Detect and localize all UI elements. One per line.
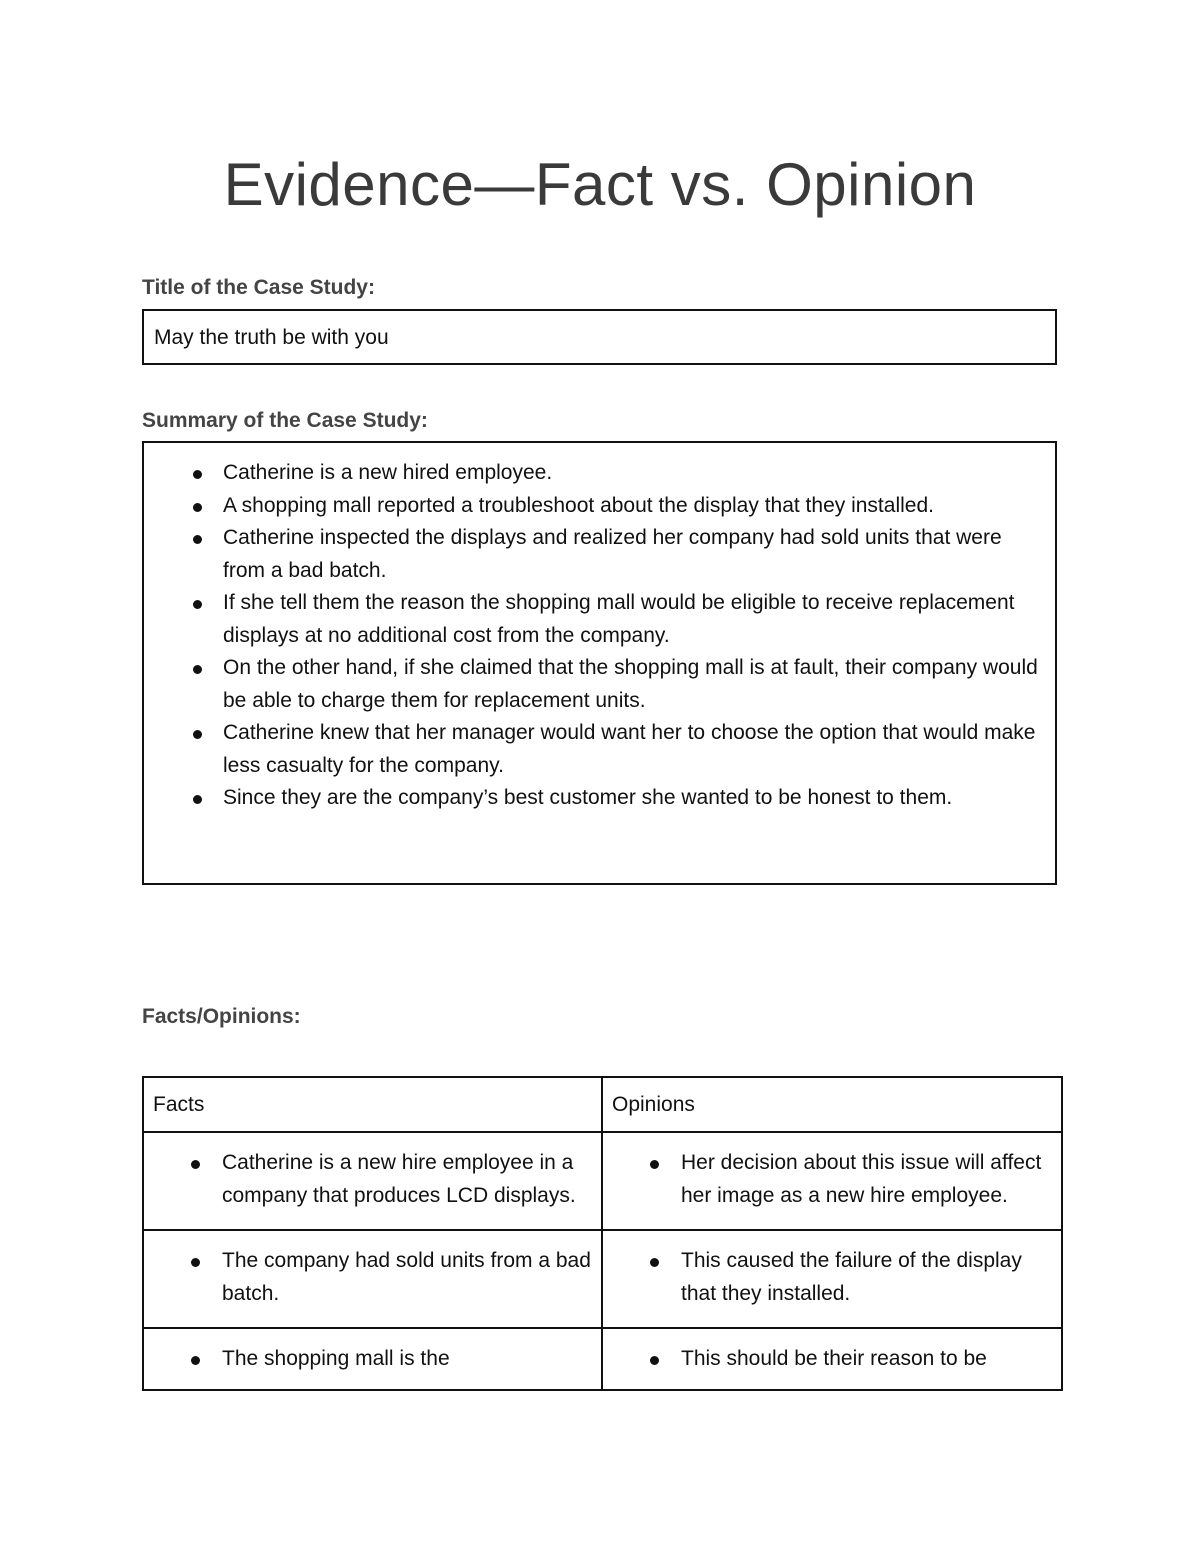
summary-list	[144, 457, 1055, 815]
bullet-icon	[191, 1160, 200, 1169]
fact-item	[144, 1343, 595, 1376]
summary-box	[142, 441, 1057, 885]
opinion-text: This caused the failure of the display that they installed.	[681, 1249, 1022, 1305]
summary-item	[144, 587, 1055, 652]
summary-item	[144, 652, 1055, 717]
summary-item-text: On the other hand, if she claimed that the shopping mall is at fault, their company would be able to charge them for replacement units.	[223, 656, 1038, 712]
case-title-value: May the truth be with you	[154, 326, 389, 349]
bullet-icon	[191, 1258, 200, 1267]
summary-item	[144, 717, 1055, 782]
fact-cell	[143, 1328, 602, 1394]
fact-cell	[143, 1132, 602, 1230]
fact-text: The company had sold units from a bad batch.	[222, 1249, 591, 1305]
bullet-icon	[650, 1258, 659, 1267]
fact-item	[144, 1245, 595, 1310]
opinion-item	[603, 1245, 1055, 1310]
facts-header: Facts	[143, 1077, 602, 1132]
bullet-icon	[193, 470, 202, 479]
opinion-item	[603, 1343, 1055, 1376]
facts-opinions-label: Facts/Opinions:	[142, 1005, 301, 1028]
fact-text: The shopping mall is the	[222, 1347, 450, 1370]
summary-item-text: Since they are the company’s best customer she wanted to be honest to them.	[223, 786, 953, 809]
opinion-item	[603, 1147, 1055, 1212]
case-title-label: Title of the Case Study:	[142, 276, 375, 299]
summary-item-text: A shopping mall reported a troubleshoot about the display that they installed.	[223, 493, 934, 517]
summary-item	[144, 457, 1055, 490]
bullet-icon	[193, 600, 202, 609]
bullet-icon	[193, 795, 202, 804]
table-header-row	[143, 1077, 1062, 1132]
opinion-text: Her decision about this issue will affect her image as a new hire employee.	[681, 1151, 1042, 1207]
summary-label: Summary of the Case Study:	[142, 409, 428, 432]
opinion-cell	[602, 1328, 1062, 1394]
table-cut-border	[142, 1389, 1061, 1391]
case-title-box	[142, 309, 1057, 365]
table-row	[143, 1230, 1062, 1328]
bullet-icon	[193, 730, 202, 739]
fact-cell	[143, 1230, 602, 1328]
bullet-icon	[191, 1356, 200, 1365]
bullet-icon	[193, 665, 202, 674]
summary-item	[144, 782, 1055, 815]
summary-item-text: Catherine is a new hired employee.	[223, 461, 553, 484]
summary-item-text: Catherine inspected the displays and realized her company had sold units that were from a bad batch.	[223, 526, 1002, 582]
table-row	[143, 1132, 1062, 1230]
opinion-cell	[602, 1132, 1062, 1230]
table-row	[143, 1328, 1062, 1394]
summary-item-text: If she tell them the reason the shopping mall would be eligible to receive replacement displays at no additional cost from the company.	[223, 591, 1015, 647]
bullet-icon	[193, 503, 202, 512]
opinions-header: Opinions	[602, 1077, 1062, 1132]
bullet-icon	[650, 1160, 659, 1169]
bullet-icon	[193, 535, 202, 544]
facts-opinions-table	[142, 1076, 1063, 1395]
bullet-icon	[650, 1356, 659, 1365]
fact-item	[144, 1147, 595, 1212]
summary-item	[144, 490, 1055, 523]
document-title: Evidence—Fact vs. Opinion	[223, 151, 977, 218]
opinion-cell	[602, 1230, 1062, 1328]
fact-text: Catherine is a new hire employee in a company that produces LCD displays.	[222, 1151, 576, 1207]
opinion-text: This should be their reason to be	[681, 1347, 987, 1370]
page-cut-mask	[130, 1391, 1090, 1553]
summary-item	[144, 522, 1055, 587]
summary-item-text: Catherine knew that her manager would want her to choose the option that would make less casualty for the company.	[223, 721, 1036, 777]
